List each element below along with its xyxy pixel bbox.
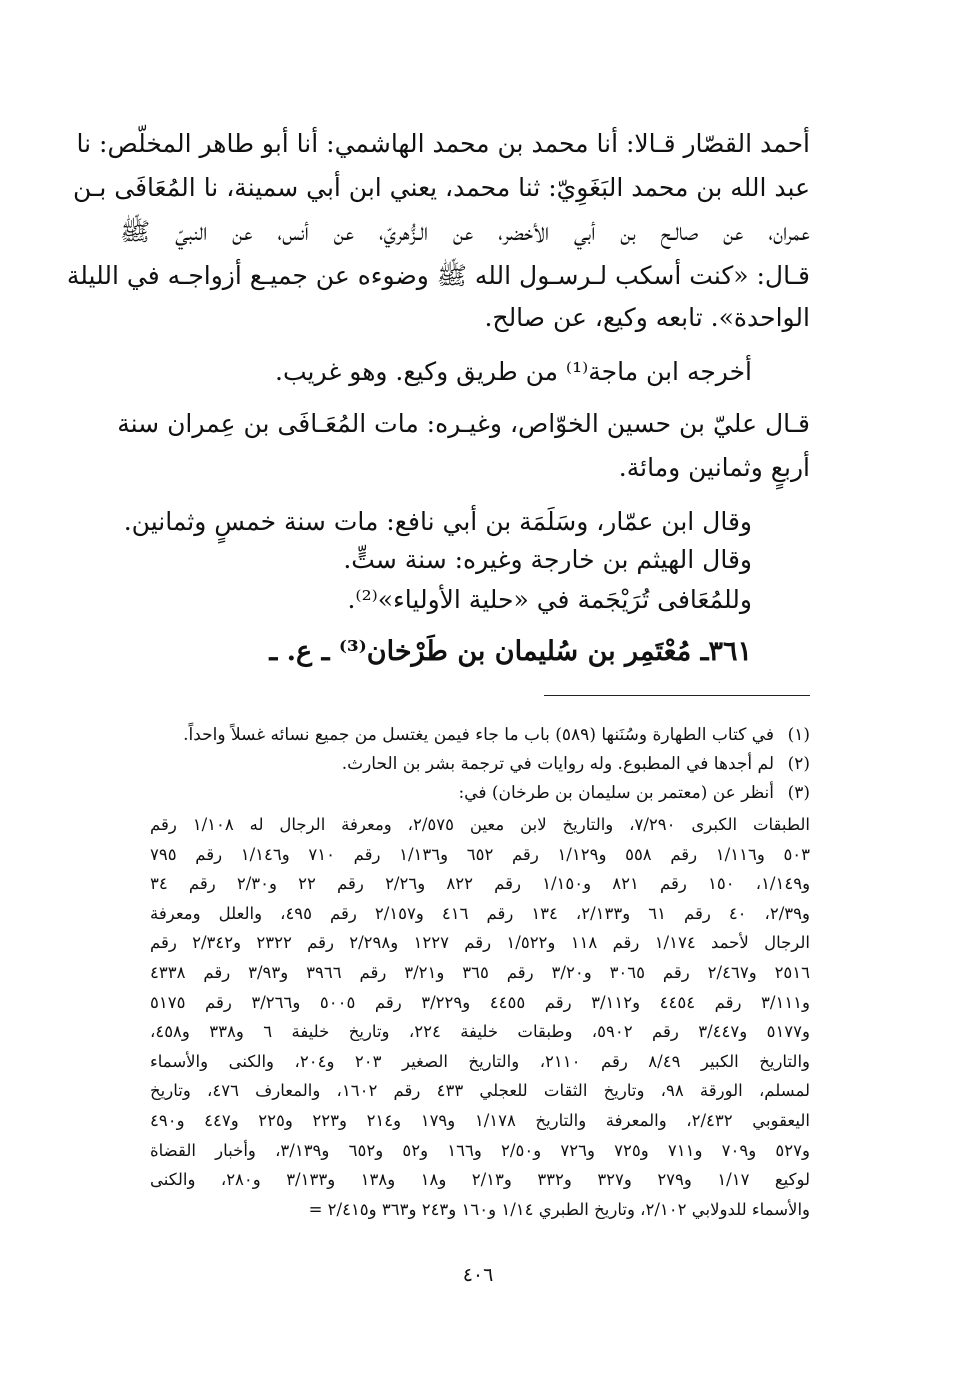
main-text-line: أحمد القصّار قـالا: أنا محمد بن محمد الهاشمي: أنا أبو طاهر المخلّص: نا [76,129,810,158]
main-text-line: وقال ابن عمّار، وسَلَمَة بن أبي نافع: مات سنة خمسٍ وثمانين. [123,507,752,536]
footnote-number: (١) [787,725,810,745]
footnote-number: (٢) [787,754,810,774]
footnote-body-line: و٢/٣٩، ٤٠ رقم ٦١ و٢/١٣٣، ١٣٤ رقم ٤١٦ و٢/١٥٧ رقم ٤٩٥، والعلل ومعرفة [150,904,810,923]
main-text-line: وللمُعَافى تُرَيْجَمة في «حلية الأولياء»⁽²⁾. [347,585,752,614]
footnote-body-line: لوكيع ١/١٧ و٢٧٩ و٣٢٧ و٣٣٢ و٢/١٣ و١٨ و١٣٨ و٣/١٣٣ و٢٨٠، والكنى [150,1170,811,1189]
footnote-1 [120,722,810,748]
footnote-body-line: الطبقات الكبرى ٧/٢٩٠، والتاريخ لابن معين ٢/٥٧٥، ومعرفة الرجال له ١/١٠٨ رقم [150,815,810,834]
footnote-body-line: و٣/١١١ رقم ٤٤٥٤ و٣/١١٢ رقم ٤٤٥٥ و٣/٢٢٩ رقم ٥٠٠٥ و٣/٢٦٦ رقم ٥١٧٥ [150,993,811,1012]
footnote-body-line: و٥٢٧ و٧٠٩ و٧١١ و٧٢٥ و٧٢٦ و٢/٥٠ و١٦٦ و٥٢ و٦٥٢ و٣/١٣٩، وأخبار القضاة [150,1141,810,1160]
main-text-line: أربعٍ وثمانين ومائة. [618,453,810,482]
main-text-line: قـال: «كنت أسكب لـرسـول الله ﷺ وضوءه عن جميـع أزواجـه في الليلة [66,261,810,290]
footnote-text: في كتاب الطهارة وسُنَنها (٥٨٩) باب ما جاء فيمن يغتسل من جميع نسائه غسلاً واحداً. [183,725,774,745]
footnote-text: لم أجدها في المطبوع. وله روايات في ترجمة بشر بن الحارث. [341,754,774,774]
footnote-body-line: والتاريخ الكبير ٨/٤٩ رقم ٢١١٠، والتاريخ الصغير ٢٠٣ و٢٠٤، والكنى والأسماء [150,1052,811,1071]
footnote-body-line: و٥١٧٧ و٣/٤٤٧ رقم ٥٩٠٢، وطبقات خليفة ٢٢٤، وتاريخ خليفة ٦ و٣٣٨ و٤٥٨، [150,1022,810,1041]
main-text-line: عبد الله بن محمد البَغَوِيّ: ثنا محمد، يعني ابن أبي سمينة، نا المُعَافَى بـن [73,173,810,202]
footnote-3 [120,780,810,806]
main-text-line: عمران، عن صالـح بن أبي الأخضر، عن الـزُّهريّ، عن أنس، عن النبيّ ﷺ [120,217,810,246]
main-text-line: وقال الهيثم بن خارجة وغيره: سنة ستٍّ. [343,545,752,574]
footnote-body-line: والأسماء للدولابي ٢/١٠٢، وتاريخ الطبري ١/١٤ و١٦٠ و٢٤٣ و٣٦٣ و٢/٤١٥ = [308,1200,810,1219]
footnote-separator [544,695,810,696]
footnote-body-line: و١/١٤٩، ١٥٠ رقم ٨٢١ و١/١٥٠ رقم ٨٢٢ و٢/٢٦ رقم ٢٢ و٢/٣٠ رقم ٣٤ [150,874,811,893]
footnote-number: (٣) [787,783,810,803]
main-text-line: أخرجه ابن ماجة⁽¹⁾ من طريق وكيع. وهو غريب. [275,357,752,386]
footnote-text: أنظر عن (معتمر بن سليمان بن طرخان) في: [458,783,774,803]
footnote-body-line: اليعقوبي ٢/٤٣٢، والمعرفة والتاريخ ١/١٧٨ و١٧٩ و٢١٤ و٢٢٣ و٢٢٥ و٤٤٧ و٤٩٠ [150,1111,810,1130]
page-number: ٤٠٦ [462,1264,494,1286]
footnote-2 [120,751,810,777]
footnote-body-line: ٥٠٣ و١/١١٦ رقم ٥٥٨ و١/١٢٩ رقم ٦٥٢ و١/١٣٦ رقم ٧١٠ و١/١٤٦ رقم ٧٩٥ [150,845,811,864]
main-text-line: الواحدة». تابعه وكيع، عن صالح. [484,303,810,332]
footnote-body-line: ٢٥١٦ و٢/٤٦٧ رقم ٣٠٦٥ و٣/٢٠ رقم ٣٦٥ و٣/٢١ رقم ٣٩٦٦ و٣/٩٣ رقم ٤٣٣٨ [150,963,811,982]
footnote-body-line: الرجال لأحمد ١/١٧٤ رقم ١١٨ و١/٥٢٢ رقم ١٢٢٧ و٢/٢٩٨ رقم ٢٣٢٢ و٢/٣٤٢ رقم [150,933,811,952]
entry-heading: ٣٦١ـ مُعْتَمِر بن سُليمان بن طَرْخان⁽³⁾ ـ ع. ـ [269,636,752,667]
main-text-line: قـال عليّ بن حسين الخوّاص، وغيـره: مات المُعَـافَى بن عِمران سنة [117,409,810,438]
footnote-body-line: لمسلم، الورقة ٩٨، وتاريخ الثقات للعجلي ٤٣٣ رقم ١٦٠٢، والمعارف ٤٧٦، وتاريخ [150,1081,811,1100]
